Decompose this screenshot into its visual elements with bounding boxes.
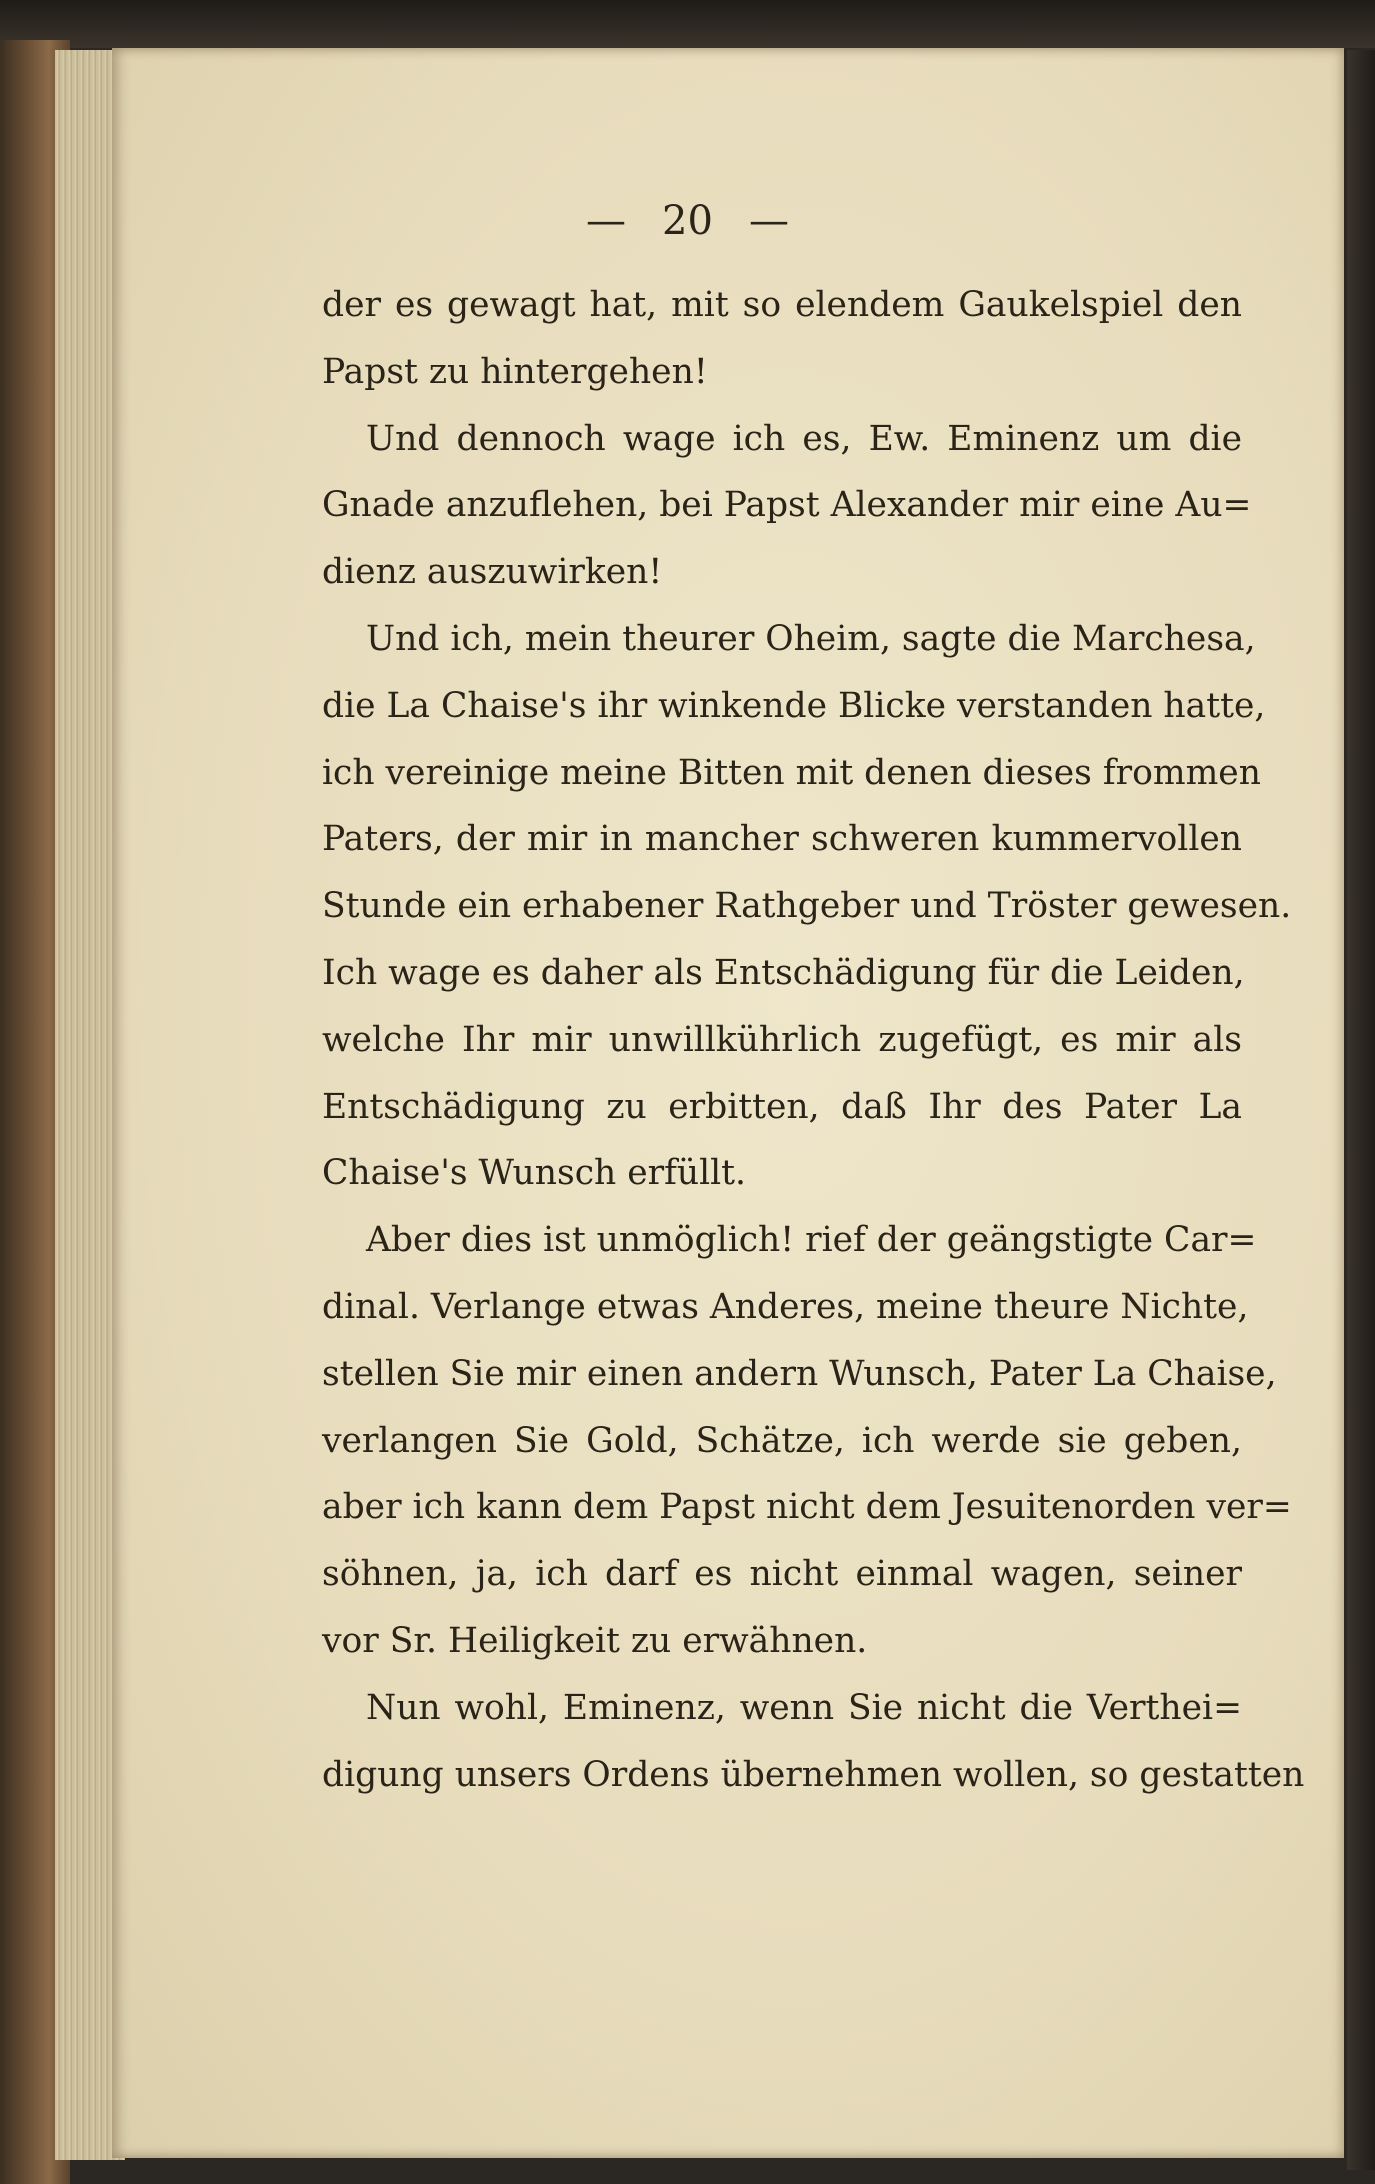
- text-line: Chaise's Wunsch erfüllt.: [322, 1153, 747, 1194]
- book-cover-top: [0, 0, 1375, 48]
- text-line: Nun wohl, Eminenz, wenn Sie nicht die Verthei=: [366, 1687, 1242, 1728]
- text-line: Ich wage es daher als Entschädigung für die Leiden,: [322, 952, 1245, 993]
- text-line: vor Sr. Heiligkeit zu erwähnen.: [322, 1620, 868, 1661]
- body-text: [322, 272, 1305, 1808]
- text-line: Und ich, mein theurer Oheim, sagte die Marchesa,: [366, 618, 1256, 659]
- text-line: die La Chaise's ihr winkende Blicke verstanden hatte,: [322, 685, 1266, 726]
- header-dash-right: —: [748, 198, 789, 244]
- text-line: stellen Sie mir einen andern Wunsch, Pater La Chaise,: [322, 1353, 1277, 1394]
- text-line: dinal. Verlange etwas Anderes, meine theure Nichte,: [322, 1286, 1249, 1327]
- text-line: Stunde ein erhabener Rathgeber und Tröster gewesen.: [322, 886, 1292, 927]
- text-line: welche Ihr mir unwillkührlich zugefügt, es mir als: [322, 1019, 1242, 1060]
- page-header: [0, 198, 1375, 244]
- header-dash-left: —: [586, 198, 627, 244]
- text-line: aber ich kann dem Papst nicht dem Jesuitenorden ver=: [322, 1487, 1292, 1528]
- text-line: Entschädigung zu erbitten, daß Ihr des Pater La: [322, 1086, 1242, 1127]
- page-number: 20: [662, 198, 713, 244]
- text-line: Aber dies ist unmöglich! rief der geängstigte Car=: [366, 1220, 1257, 1261]
- text-line: Paters, der mir in mancher schweren kummervollen: [322, 819, 1242, 860]
- text-line: ich vereinige meine Bitten mit denen dieses frommen: [322, 752, 1261, 793]
- text-line: der es gewagt hat, mit so elendem Gaukelspiel den: [322, 285, 1242, 325]
- text-line: söhnen, ja, ich darf es nicht einmal wagen, seiner: [322, 1554, 1242, 1595]
- text-line: Papst zu hintergehen!: [322, 351, 708, 392]
- text-line: dienz auszuwirken!: [322, 552, 663, 593]
- text-line: digung unsers Ordens übernehmen wollen, so gestatten: [322, 1754, 1305, 1795]
- book-cover-right: [1347, 50, 1375, 2170]
- text-line: verlangen Sie Gold, Schätze, ich werde sie geben,: [322, 1420, 1242, 1461]
- text-line: Gnade anzuflehen, bei Papst Alexander mir eine Au=: [322, 485, 1252, 526]
- text-line: Und dennoch wage ich es, Ew. Eminenz um die: [366, 418, 1242, 459]
